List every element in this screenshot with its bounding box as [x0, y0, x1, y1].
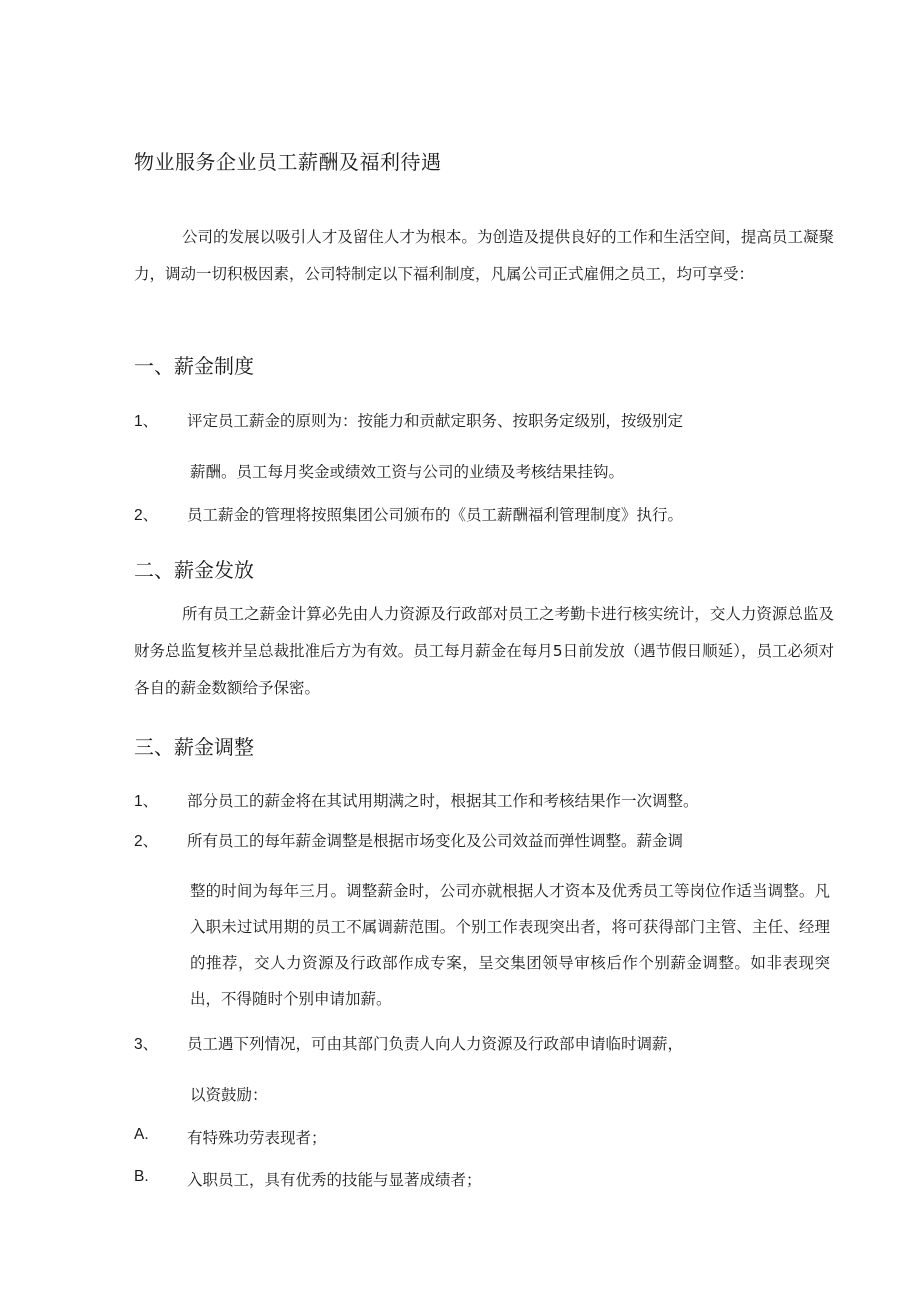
item-number: 2、	[134, 507, 159, 524]
intro-paragraph: 公司的发展以吸引人才及留住人才为根本。为创造及提供良好的工作和生活空间，提高员工凝聚力，调动一切积极因素，公司特制定以下福利制度，凡属公司正式雇佣之员工，均可享受：	[134, 228, 834, 283]
item-continuation: 薪酬。员工每月奖金或绩效工资与公司的业绩及考核结果挂钩。	[190, 463, 625, 481]
item-text: 员工薪金的管理将按照集团公司颁布的《员工薪酬福利管理制度》执行。	[187, 506, 684, 524]
item-number: 1、	[134, 793, 159, 810]
section-heading-salary-adjustment: 三、薪金调整	[134, 735, 254, 759]
section-heading-salary-system: 一、薪金制度	[134, 354, 254, 378]
subitem-text: 有特殊功劳表现者；	[187, 1129, 327, 1147]
document-title: 物业服务企业员工薪酬及福利待遇	[134, 150, 442, 174]
item-text: 评定员工薪金的原则为：按能力和贡献定职务、按职务定级别，按级别定	[187, 412, 684, 430]
item-text: 所有员工的每年薪金调整是根据市场变化及公司效益而弹性调整。薪金调	[187, 832, 684, 850]
salary-payment-paragraph: 所有员工之薪金计算必先由人力资源及行政部对员工之考勤卡进行核实统计，交人力资源总监及财务总监复核并呈总裁批准后方为有效。员工每月薪金在每月5日前发放（遇节假日顺延），员工必须对各自的薪金数额给予保密。	[134, 605, 834, 697]
item-continuation: 整的时间为每年三月。调整薪金时，公司亦就根据人才资本及优秀员工等岗位作适当调整。凡入职未过试用期的员工不属调薪范围。个别工作表现突出者，将可获得部门主管、主任、经理的推荐，交人力资源及行政部作成专案，呈交集团领导审核后作个别薪金调整。如非表现突出，不得随时个别申请加薪。	[190, 882, 830, 1008]
item-number: 1、	[134, 413, 159, 430]
section-heading-salary-payment: 二、薪金发放	[134, 558, 254, 582]
subitem-letter: A.	[134, 1126, 149, 1143]
item-number: 3、	[134, 1036, 159, 1053]
subitem-letter: B.	[134, 1168, 149, 1185]
item-text: 员工遇下列情况，可由其部门负责人向人力资源及行政部申请临时调薪，	[187, 1035, 684, 1053]
subitem-text: 入职员工，具有优秀的技能与显著成绩者；	[187, 1171, 482, 1189]
item-number: 2、	[134, 833, 159, 850]
item-text: 部分员工的薪金将在其试用期满之时，根据其工作和考核结果作一次调整。	[187, 792, 699, 810]
item-continuation: 以资鼓励：	[190, 1086, 268, 1104]
